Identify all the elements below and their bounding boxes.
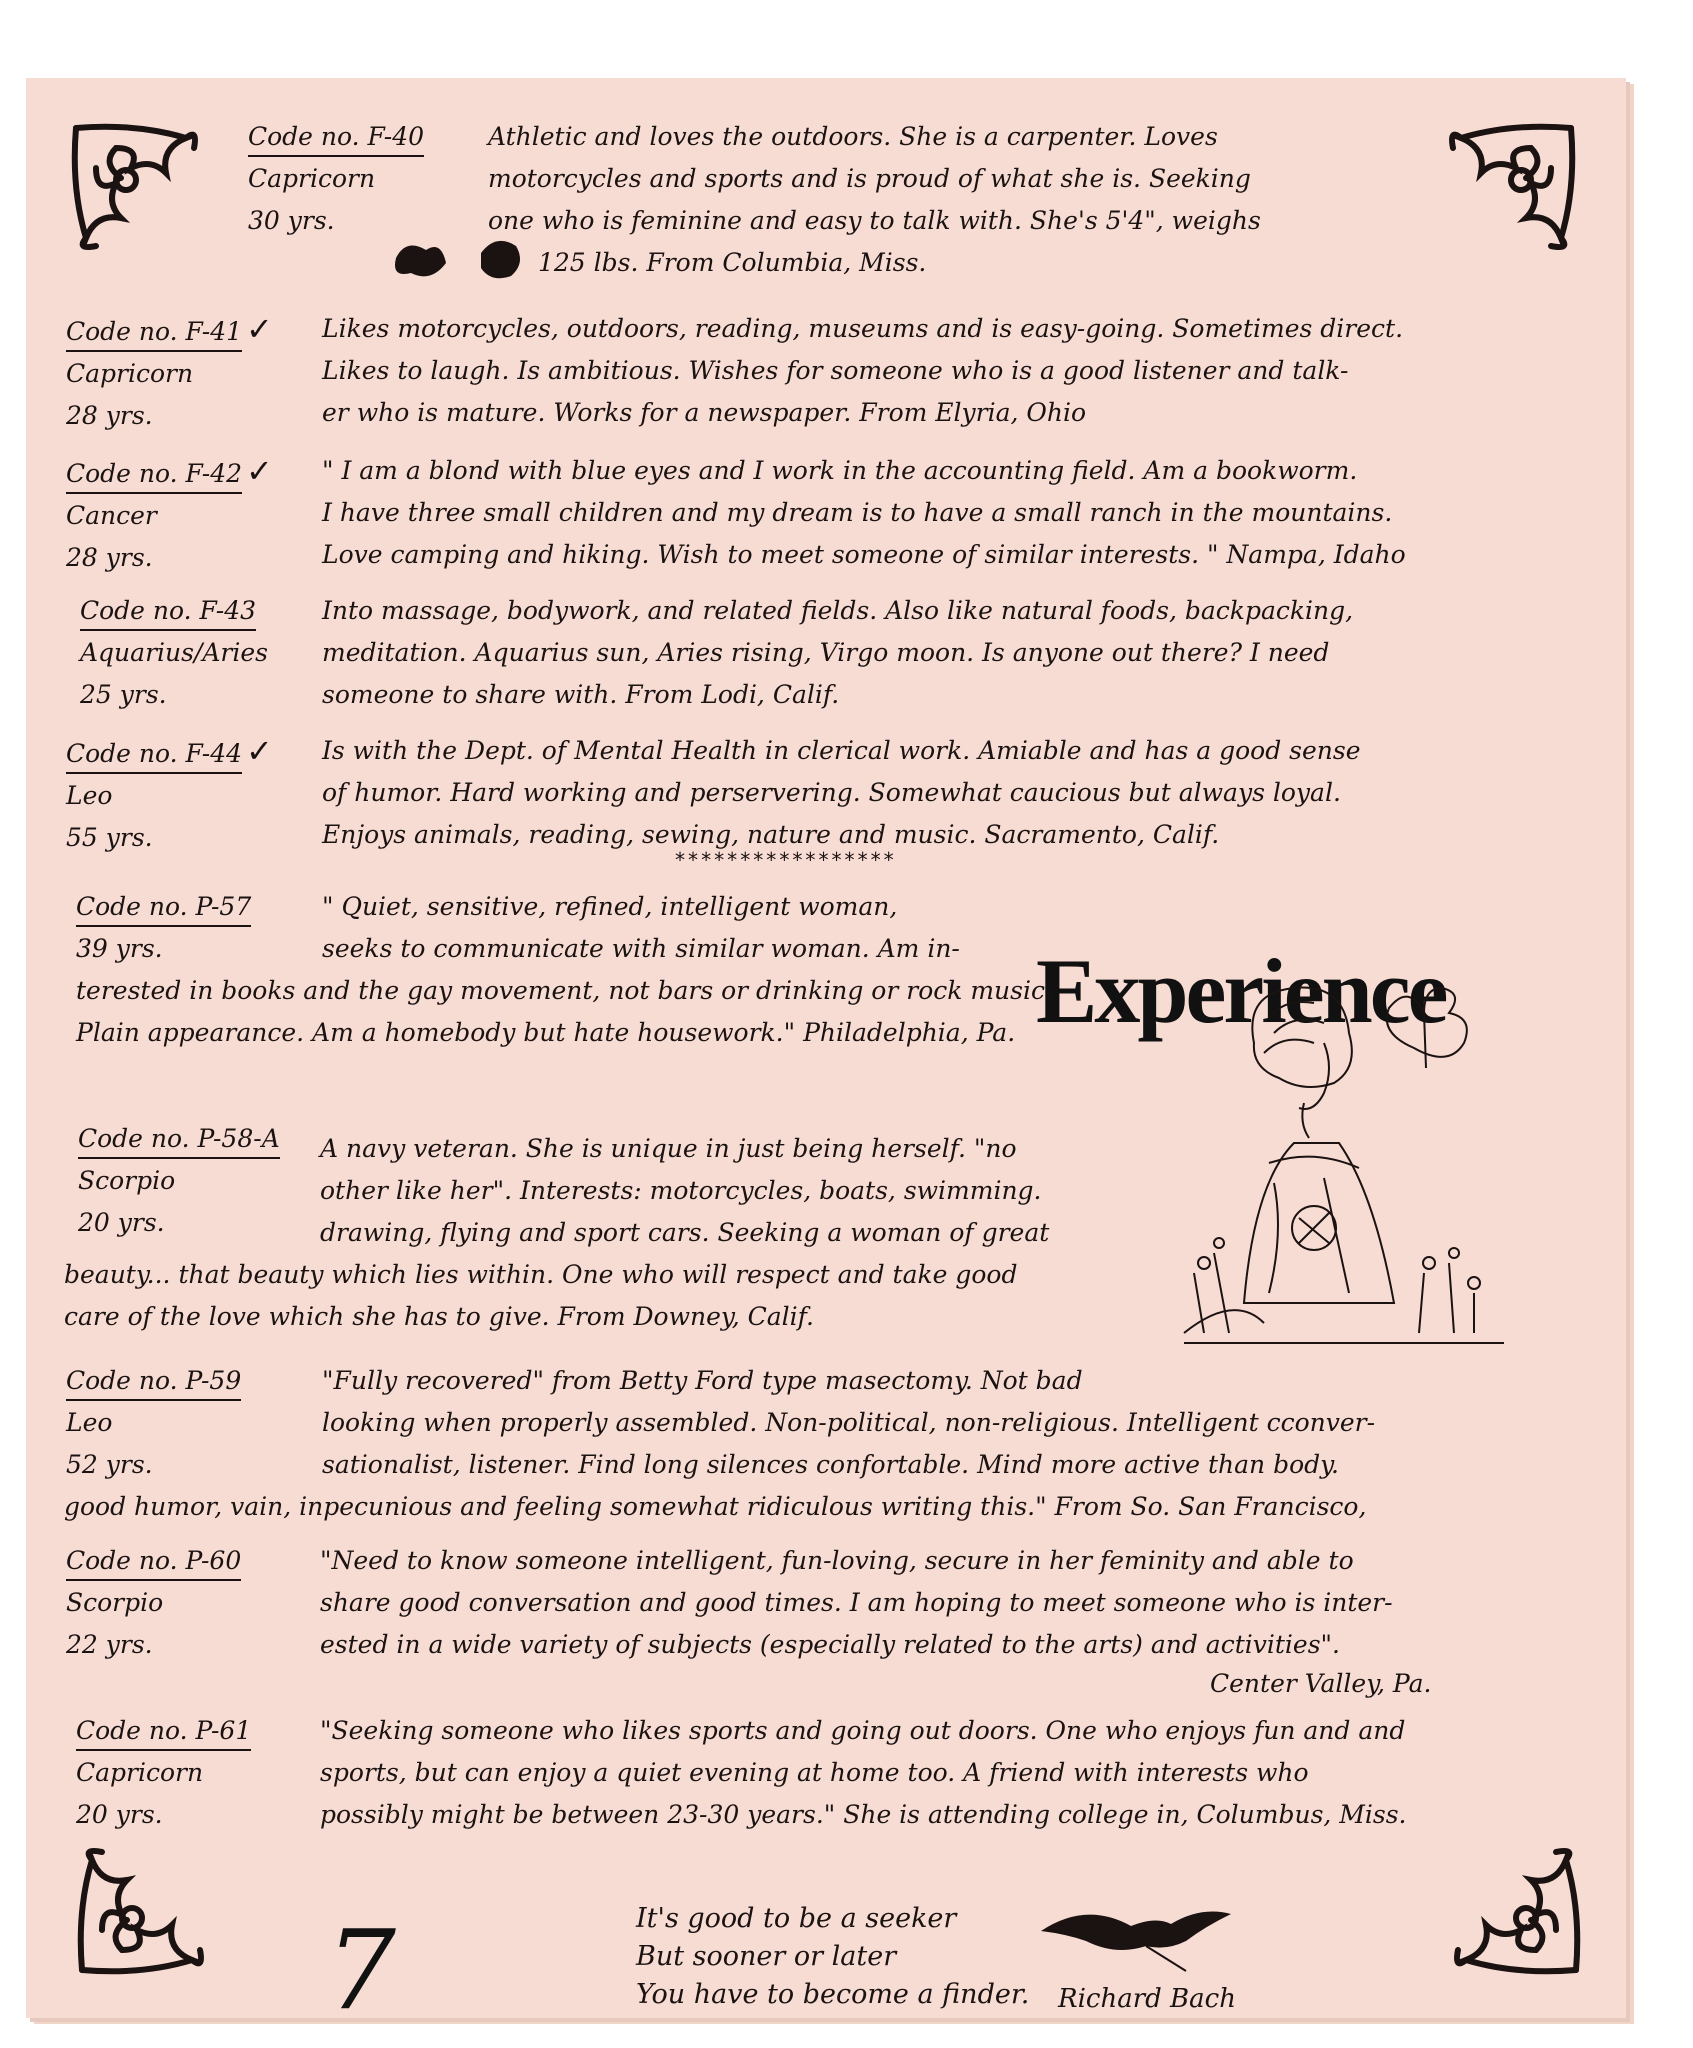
ad-meta-p58a bbox=[78, 1118, 280, 1244]
ad-line: of humor. Hard working and perservering. Somewhat caucious but always loyal. bbox=[322, 778, 1341, 807]
ad-text-p58a-cont bbox=[64, 1254, 1018, 1338]
ad-text-f44 bbox=[322, 730, 1361, 856]
ad-line: "Need to know someone intelligent, fun-loving, secure in her feminity and able to bbox=[320, 1546, 1354, 1575]
ad-text-p61 bbox=[320, 1710, 1407, 1836]
ad-text-p60 bbox=[320, 1540, 1431, 1702]
ad-line: Is with the Dept. of Mental Health in clerical work. Amiable and has a good sense bbox=[322, 736, 1361, 765]
ad-code: Code no. P-58-A bbox=[78, 1121, 280, 1159]
ad-meta-f41 bbox=[66, 308, 273, 437]
ad-text-p58a bbox=[320, 1128, 1049, 1254]
ad-age: 55 yrs. bbox=[66, 823, 153, 852]
ad-line: other like her". Interests: motorcycles, boats, swimming. bbox=[320, 1176, 1042, 1205]
ad-text-f42 bbox=[322, 450, 1406, 576]
ad-sign: Leo bbox=[66, 781, 113, 810]
ad-meta-f42 bbox=[66, 450, 273, 579]
ad-line: Athletic and loves the outdoors. She is a carpenter. Loves bbox=[488, 122, 1218, 151]
ad-line: Into massage, bodywork, and related fields. Also like natural foods, backpacking, bbox=[322, 596, 1354, 625]
ad-line: A navy veteran. She is unique in just being herself. "no bbox=[320, 1134, 1017, 1163]
ad-sign: Aquarius/Aries bbox=[80, 638, 268, 667]
ad-age: 30 yrs. bbox=[248, 206, 335, 235]
ad-line: Likes motorcycles, outdoors, reading, museums and is easy-going. Sometimes direct. bbox=[322, 314, 1404, 343]
seagull-icon bbox=[1036, 1896, 1236, 1976]
ad-line: terested in books and the gay movement, not bars or drinking or rock music. bbox=[76, 976, 1053, 1005]
ad-line: seeks to communicate with similar woman. Am in- bbox=[322, 934, 960, 963]
ad-sign: Capricorn bbox=[76, 1758, 204, 1787]
ad-meta-p60 bbox=[66, 1540, 241, 1666]
ad-code: Code no. F-44 bbox=[66, 736, 242, 774]
ad-age: 52 yrs. bbox=[66, 1450, 153, 1479]
ad-text-p57-cont bbox=[76, 970, 1053, 1054]
ad-meta-p57 bbox=[76, 886, 251, 970]
ad-line: share good conversation and good times. I am hoping to meet someone who is inter- bbox=[320, 1588, 1393, 1617]
quote-line: But sooner or later bbox=[636, 1941, 897, 1972]
corner-ornament-bottom-left-icon bbox=[72, 1840, 212, 1980]
ad-line: good humor, vain, inpecunious and feeling somewhat ridiculous writing this." From So. San Francisco, bbox=[64, 1492, 1367, 1521]
ad-age: 28 yrs. bbox=[66, 543, 153, 572]
experience-headline: Experience bbox=[1036, 940, 1446, 1042]
ad-text-p59 bbox=[322, 1360, 1375, 1486]
ad-text-f40 bbox=[488, 116, 1261, 284]
ad-meta-p59 bbox=[66, 1360, 241, 1486]
ad-age: 20 yrs. bbox=[76, 1800, 163, 1829]
ad-line: " I am a blond with blue eyes and I work in the accounting field. Am a bookworm. bbox=[322, 456, 1358, 485]
ad-line: " Quiet, sensitive, refined, intelligent woman, bbox=[322, 892, 898, 921]
ad-sign: Scorpio bbox=[78, 1166, 176, 1195]
separator-stars: ***************** bbox=[674, 848, 896, 872]
ad-code: Code no. F-41 bbox=[66, 314, 242, 352]
ad-code: Code no. P-61 bbox=[76, 1713, 251, 1751]
ad-text-p59-cont bbox=[64, 1486, 1366, 1528]
ad-line: sports, but can enjoy a quiet evening at home too. A friend with interests who bbox=[320, 1758, 1309, 1787]
ad-age: 39 yrs. bbox=[76, 934, 163, 963]
ad-line: Enjoys animals, reading, sewing, nature and music. Sacramento, Calif. bbox=[322, 820, 1220, 849]
quote-block bbox=[636, 1900, 1029, 2014]
ad-line: "Fully recovered" from Betty Ford type masectomy. Not bad bbox=[322, 1366, 1083, 1395]
ad-line: beauty... that beauty which lies within. One who will respect and take good bbox=[64, 1260, 1018, 1289]
corner-ornament-top-right-icon bbox=[1441, 118, 1581, 258]
corner-ornament-top-left-icon bbox=[66, 118, 206, 258]
ad-code: Code no. P-57 bbox=[76, 889, 251, 927]
girl-with-butterfly-illustration bbox=[1174, 973, 1514, 1353]
ad-text-p57 bbox=[322, 886, 960, 970]
ad-line: drawing, flying and sport cars. Seeking a woman of great bbox=[320, 1218, 1050, 1247]
ad-line: I have three small children and my dream is to have a small ranch in the mountains. bbox=[322, 498, 1393, 527]
ad-code: Code no. P-60 bbox=[66, 1543, 241, 1581]
ad-sign: Capricorn bbox=[66, 359, 194, 388]
corner-ornament-bottom-right-icon bbox=[1446, 1840, 1586, 1980]
ad-code: Code no. F-42 bbox=[66, 456, 242, 494]
ad-line: motorcycles and sports and is proud of what she is. Seeking bbox=[488, 164, 1251, 193]
ad-sign: Leo bbox=[66, 1408, 113, 1437]
ad-line: Center Valley, Pa. bbox=[1210, 1669, 1432, 1698]
quote-line: It's good to be a seeker bbox=[636, 1903, 957, 1934]
ad-meta-p61 bbox=[76, 1710, 251, 1836]
ad-line: Likes to laugh. Is ambitious. Wishes for someone who is a good listener and talk- bbox=[322, 356, 1349, 385]
ad-line: meditation. Aquarius sun, Aries rising, Virgo moon. Is anyone out there? I need bbox=[322, 638, 1330, 667]
checkmark-icon: ✓ bbox=[246, 452, 273, 490]
ad-line: sationalist, listener. Find long silences confortable. Mind more active than body. bbox=[322, 1450, 1339, 1479]
ad-meta-f40 bbox=[248, 116, 424, 242]
ad-line: er who is mature. Works for a newspaper. From Elyria, Ohio bbox=[322, 398, 1087, 427]
ad-line: one who is feminine and easy to talk with. She's 5'4", weighs bbox=[488, 206, 1261, 235]
newsletter-page bbox=[26, 78, 1626, 2034]
ad-line: Plain appearance. Am a homebody but hate housework." Philadelphia, Pa. bbox=[76, 1018, 1016, 1047]
ad-meta-f43 bbox=[80, 590, 268, 716]
ad-sign: Cancer bbox=[66, 501, 157, 530]
ad-line: care of the love which she has to give. From Downey, Calif. bbox=[64, 1302, 814, 1331]
ad-text-f43 bbox=[322, 590, 1353, 716]
ad-line: looking when properly assembled. Non-political, non-religious. Intelligent cconver- bbox=[322, 1408, 1376, 1437]
ad-age: 22 yrs. bbox=[66, 1630, 153, 1659]
ad-line: 125 lbs. From Columbia, Miss. bbox=[538, 248, 927, 277]
checkmark-icon: ✓ bbox=[246, 732, 273, 770]
checkmark-icon: ✓ bbox=[246, 310, 273, 348]
ad-line: possibly might be between 23-30 years." She is attending college in, Columbus, Miss. bbox=[320, 1800, 1407, 1829]
ad-meta-f44 bbox=[66, 730, 273, 859]
ad-sign: Scorpio bbox=[66, 1588, 164, 1617]
ad-code: Code no. F-43 bbox=[80, 593, 256, 631]
page-number: 7 bbox=[326, 1906, 396, 2034]
ad-line: someone to share with. From Lodi, Calif. bbox=[322, 680, 840, 709]
ad-code: Code no. F-40 bbox=[248, 119, 424, 157]
ad-sign: Capricorn bbox=[248, 164, 376, 193]
ad-text-f41 bbox=[322, 308, 1403, 434]
ad-age: 28 yrs. bbox=[66, 401, 153, 430]
ad-line: ested in a wide variety of subjects (especially related to the arts) and activities". bbox=[320, 1630, 1340, 1659]
quote-line: You have to become a finder. bbox=[636, 1979, 1030, 2010]
ad-line: Love camping and hiking. Wish to meet someone of similar interests. " Nampa, Idaho bbox=[322, 540, 1406, 569]
ad-line: "Seeking someone who likes sports and going out doors. One who enjoys fun and and bbox=[320, 1716, 1406, 1745]
ad-age: 20 yrs. bbox=[78, 1208, 165, 1237]
ad-code: Code no. P-59 bbox=[66, 1363, 241, 1401]
ad-age: 25 yrs. bbox=[80, 680, 167, 709]
quote-author: Richard Bach bbox=[1058, 1984, 1236, 2014]
